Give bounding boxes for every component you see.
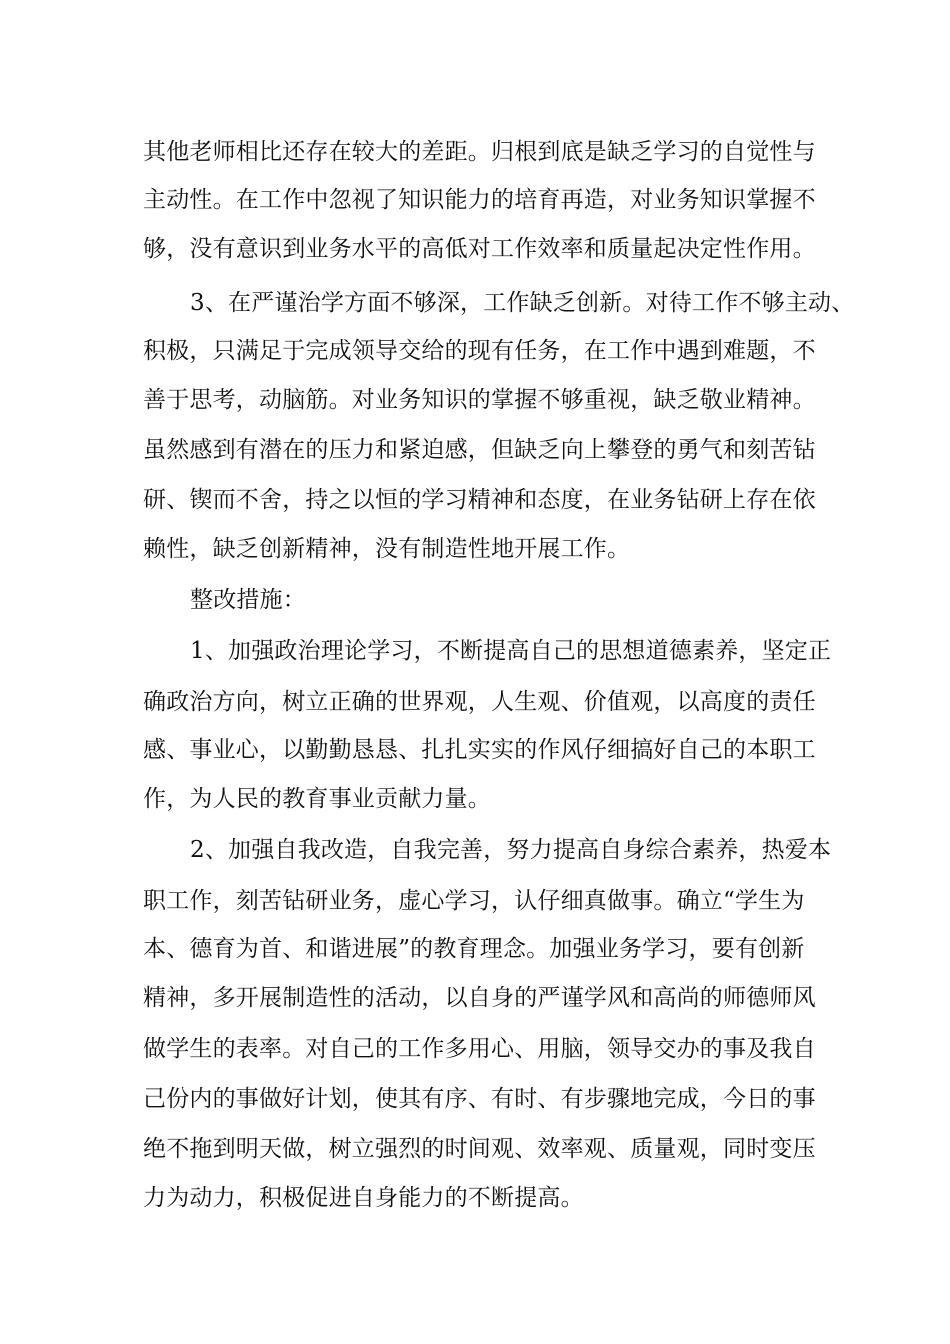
text-line: 力为动力，积极促进自身能力的不断提高。	[143, 1185, 584, 1211]
text-line: 善于思考，动脑筋。对业务知识的掌握不够重视，缺乏敬业精神。	[143, 387, 816, 413]
text-line: 精神，多开展制造性的活动，以自身的严谨学风和高尚的师德师风	[143, 985, 816, 1011]
text-line: 其他老师相比还存在较大的差距。归根到底是缺乏学习的自觉性与	[143, 139, 816, 165]
text-line: 本、德育为首、和谐进展”的教育理念。加强业务学习，要有创新	[143, 936, 805, 962]
text-line: 确政治方向，树立正确的世界观，人生观、价值观，以高度的责任	[143, 689, 816, 715]
text-line: 己份内的事做好计划，使其有序、有时、有步骤地完成，今日的事	[143, 1086, 816, 1112]
text-line: 够，没有意识到业务水平的高低对工作效率和质量起决定性作用。	[143, 236, 816, 262]
text-line: 职工作，刻苦钻研业务，虚心学习，认仔细真做事。确立“学生为	[143, 888, 805, 914]
text-line: 做学生的表率。对自己的工作多用心、用脑，领导交办的事及我自	[143, 1036, 816, 1062]
text-line: 2、加强自我改造，自我完善，努力提高自身综合素养，热爱本	[190, 837, 832, 863]
text-line: 研、锲而不舍，持之以恒的学习精神和态度，在业务钻研上存在依	[143, 487, 816, 513]
text-line: 绝不拖到明天做，树立强烈的时间观、效率观、质量观，同时变压	[143, 1136, 816, 1162]
text-line: 3、在严谨治学方面不够深，工作缺乏创新。对待工作不够主动、	[190, 290, 855, 316]
text-line: 积极，只满足于完成领导交给的现有任务，在工作中遇到难题，不	[143, 338, 816, 364]
text-line: 1、加强政治理论学习，不断提高自己的思想道德素养，坚定正	[190, 638, 832, 664]
text-line: 虽然感到有潜在的压力和紧迫感，但缺乏向上攀登的勇气和刻苦钻	[143, 437, 816, 463]
text-line: 感、事业心，以勤勤恳恳、扎扎实实的作风仔细搞好自己的本职工	[143, 737, 816, 763]
section-heading: 整改措施：	[190, 587, 306, 613]
text-line: 赖性，缺乏创新精神，没有制造性地开展工作。	[143, 536, 631, 562]
text-line: 作，为人民的教育事业贡献力量。	[143, 786, 491, 812]
text-line: 主动性。在工作中忽视了知识能力的培育再造，对业务知识掌握不	[143, 187, 816, 213]
